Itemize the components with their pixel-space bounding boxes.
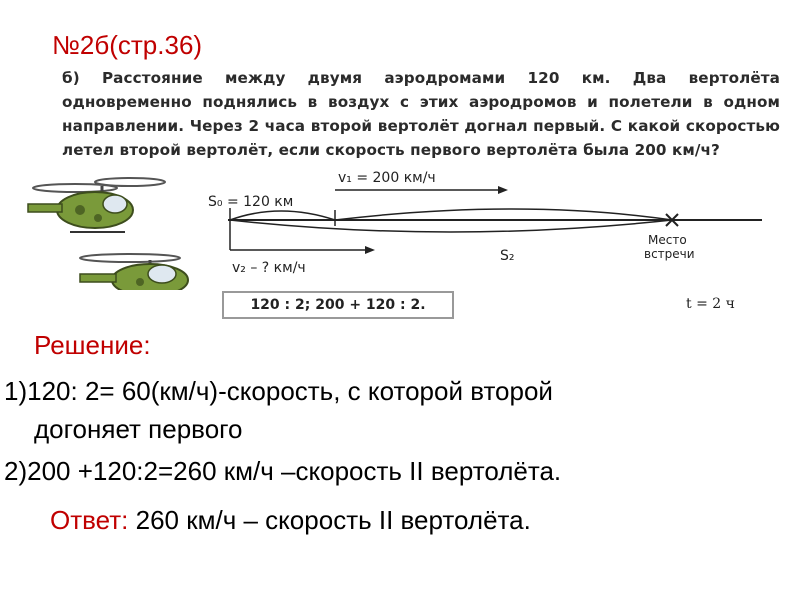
answer-text: 260 км/ч – скорость II вертолёта.: [128, 505, 531, 535]
v1-label: v₁ = 200 км/ч: [338, 170, 436, 186]
meeting-label-2: встречи: [644, 247, 695, 261]
formula-box: 120 : 2; 200 + 120 : 2.: [222, 291, 454, 319]
s1-arc: [335, 209, 672, 220]
diagram: [20, 160, 780, 290]
s0-arc: [230, 211, 335, 220]
solution-step-1: 1)120: 2= 60(км/ч)-скорость, с которой второй: [4, 376, 553, 406]
answer-label: Ответ:: [50, 505, 129, 535]
page-title: №2б(стр.36): [52, 30, 203, 60]
s2-arc: [230, 220, 672, 232]
answer: [50, 505, 531, 536]
solution-step-2: 2)200 +120:2=260 км/ч –скорость II вертолёта.: [4, 456, 562, 486]
meeting-label-1: Место: [648, 233, 687, 247]
v2-label: v₂ – ? км/ч: [232, 260, 306, 276]
helicopter-bottom-image: [80, 254, 188, 290]
problem-text: б) Расстояние между двумя аэродромами 120 км. Два вертолёта одновременно поднялись в воздух с этих аэродромов и полетели в одном направлении. Через 2 часа второй вертолёт догнал первый. С какой скоростью летел второй вертолёт, если скорость первого вертолёта была 200 км/ч?: [62, 69, 780, 159]
s2-label: S₂: [500, 248, 515, 264]
time-label: t = 2 ч: [686, 296, 735, 312]
helicopter-top-image: [28, 178, 165, 232]
solution-heading: Решение:: [34, 330, 151, 360]
solution-step-1-continuation: догоняет первого: [34, 414, 243, 444]
s0-label: S₀ = 120 км: [208, 194, 294, 210]
